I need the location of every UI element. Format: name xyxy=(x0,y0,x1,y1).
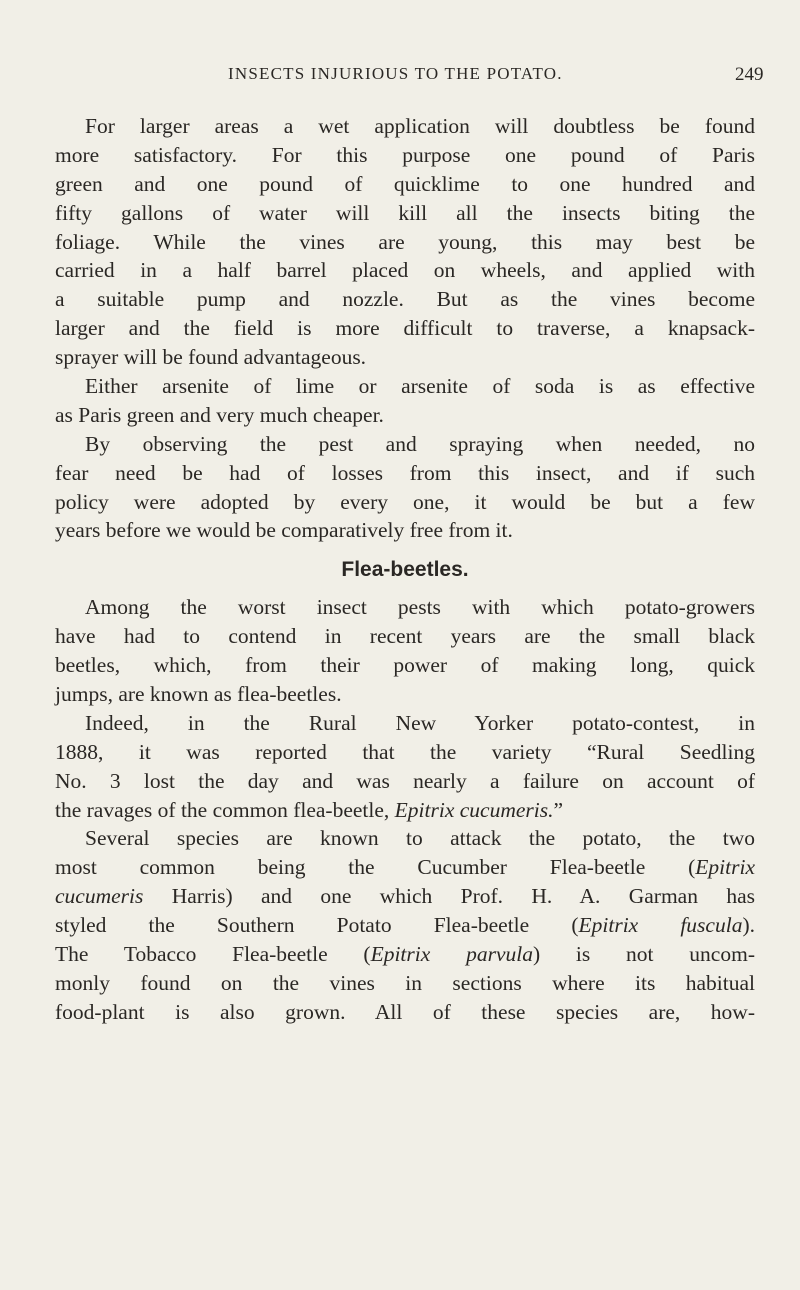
text-line xyxy=(55,459,755,488)
line-text: have had to contend in recent years are the small black xyxy=(55,624,755,649)
line-text: Among the worst insect pests with which potato-growers xyxy=(85,595,755,620)
line-text: beetles, which, from their power of making long, quick xyxy=(55,653,755,678)
line-text: monly found on the vines in sections where its habitual xyxy=(55,970,755,995)
text-line xyxy=(55,709,755,738)
text-line xyxy=(55,738,755,767)
line-text: styled the Southern Potato Flea-beetle ( xyxy=(55,913,579,938)
text-line xyxy=(55,853,755,882)
line-text: as Paris green and very much cheaper. xyxy=(55,402,384,427)
text-line xyxy=(55,256,755,285)
text-line xyxy=(55,767,755,796)
line-text: No. 3 lost the day and was nearly a failure on account of xyxy=(55,768,755,793)
text-line xyxy=(55,998,755,1027)
text-line xyxy=(55,372,755,401)
line-text-after: Harris) and one which Prof. H. A. Garman has xyxy=(143,884,755,909)
line-text: policy were adopted by every one, it would be but a few xyxy=(55,489,755,514)
text-line xyxy=(55,651,755,680)
section-heading xyxy=(55,547,755,593)
line-text: most common being the Cucumber Flea-beetle ( xyxy=(55,855,696,880)
line-text: By observing the pest and spraying when needed, no xyxy=(85,431,755,456)
body-text xyxy=(55,112,755,1027)
line-text: The Tobacco Flea-beetle ( xyxy=(55,942,371,967)
text-line xyxy=(55,430,755,459)
line-text: carried in a half barrel placed on wheels, and applied with xyxy=(55,258,755,283)
text-line xyxy=(55,228,755,257)
line-text: For larger areas a wet application will doubtless be found xyxy=(85,114,755,138)
text-line xyxy=(55,401,755,430)
text-line xyxy=(55,285,755,314)
running-head xyxy=(0,64,800,94)
text-line xyxy=(55,343,755,372)
text-line xyxy=(55,824,755,853)
text-line xyxy=(55,141,755,170)
line-text-after: ). xyxy=(742,913,755,938)
line-text: more satisfactory. For this purpose one pound of Paris xyxy=(55,142,755,167)
text-line xyxy=(55,882,755,911)
line-text: food-plant is also grown. All of these species are, how- xyxy=(55,999,755,1024)
line-text: green and one pound of quicklime to one hundred and xyxy=(55,171,755,196)
line-text: sprayer will be found advantageous. xyxy=(55,345,367,370)
text-line xyxy=(55,199,755,228)
line-text: fifty gallons of water will kill all the insects biting the xyxy=(55,200,755,225)
italic-species-name: Epitrix parvula xyxy=(370,942,533,967)
text-line xyxy=(55,940,755,969)
text-line xyxy=(55,170,755,199)
line-text-after: ” xyxy=(553,797,564,822)
line-text: foliage. While the vines are young, this may best be xyxy=(55,229,755,254)
running-title: INSECTS INJURIOUS TO THE POTATO. xyxy=(228,64,563,83)
line-text: a suitable pump and nozzle. But as the vines become xyxy=(55,287,755,312)
line-text: years before we would be comparatively free from it. xyxy=(55,518,513,543)
line-text: fear need be had of losses from this insect, and if such xyxy=(55,460,755,485)
line-text-after: ) is not uncom- xyxy=(532,942,755,967)
line-text: the ravages of the common flea-beetle, xyxy=(55,797,395,822)
line-text: larger and the field is more difficult to traverse, a knapsack- xyxy=(55,316,755,341)
text-line xyxy=(55,488,755,517)
text-line xyxy=(55,516,755,545)
line-text: 1888, it was reported that the variety “Rural Seedling xyxy=(55,739,755,764)
text-line xyxy=(55,680,755,709)
text-line xyxy=(55,796,755,825)
line-text: Either arsenite of lime or arsenite of soda is as effective xyxy=(85,374,755,399)
text-line xyxy=(55,314,755,343)
text-line xyxy=(55,593,755,622)
italic-species-name: Epitrix cucumeris. xyxy=(394,797,554,822)
line-text: Indeed, in the Rural New Yorker potato-contest, in xyxy=(85,710,755,735)
text-line xyxy=(55,911,755,940)
italic-species-name: Epitrix xyxy=(695,855,755,880)
line-text: Flea-beetles. xyxy=(341,558,469,582)
line-text: jumps, are known as flea-beetles. xyxy=(55,682,342,707)
page-number: 249 xyxy=(735,64,764,85)
text-line xyxy=(55,969,755,998)
italic-species-name: cucumeris xyxy=(55,884,144,909)
text-line xyxy=(55,622,755,651)
line-text: Several species are known to attack the potato, the two xyxy=(85,826,755,851)
italic-species-name: Epitrix fuscula xyxy=(578,913,743,938)
text-line xyxy=(55,112,755,141)
